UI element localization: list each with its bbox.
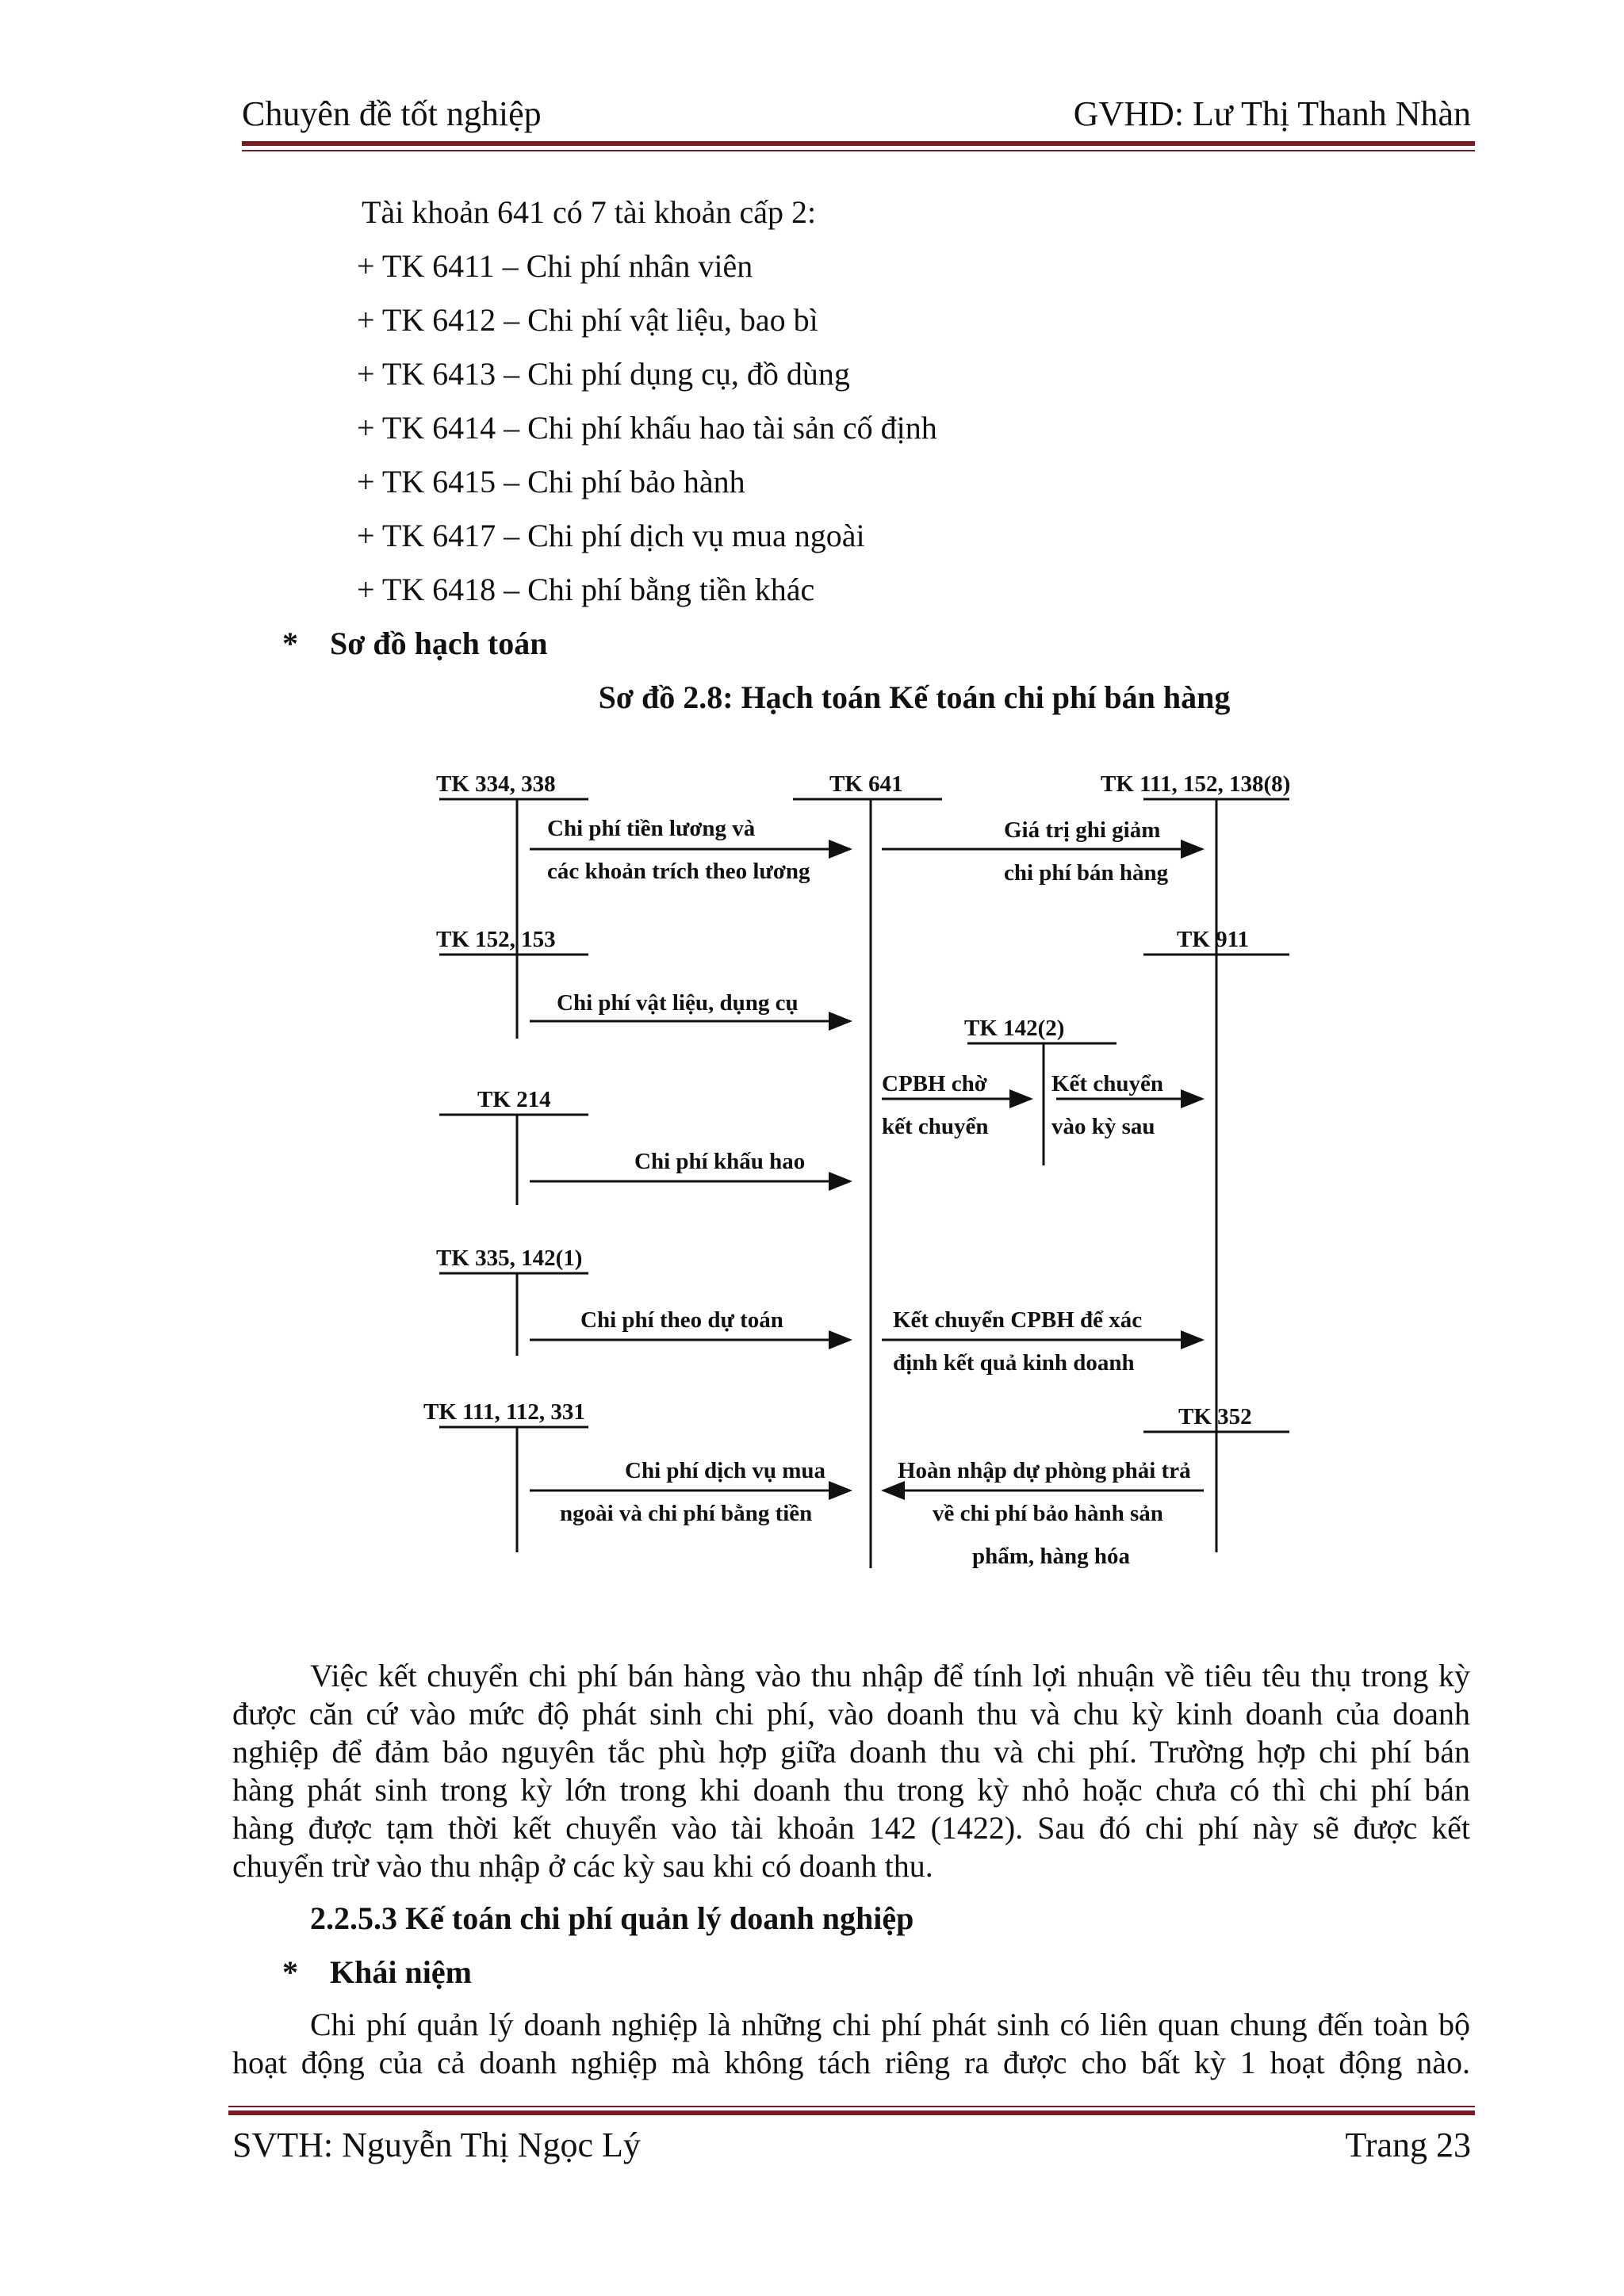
flow-label: phẩm, hàng hóa — [972, 1544, 1131, 1569]
section-title: Khái niệm — [330, 1954, 472, 1990]
list-item: + TK 6418 – Chi phí bằng tiền khác — [357, 572, 815, 607]
flow-label: Hoàn nhập dự phòng phải trả — [898, 1458, 1191, 1483]
footer-rule-thick — [228, 2110, 1475, 2115]
account-title: TK 352 — [1178, 1404, 1252, 1429]
header-right: GVHD: Lư Thị Thanh Nhàn — [1073, 94, 1471, 133]
account-title: TK 335, 142(1) — [436, 1246, 583, 1271]
account-title: TK 641 — [829, 771, 903, 797]
paragraph — [232, 2044, 1470, 2082]
flow-label: vào kỳ sau — [1051, 1114, 1155, 1139]
flow-label: Chi phí theo dự toán — [580, 1307, 783, 1333]
paragraph-line: chuyển trừ vào thu nhập ở các kỳ sau khi có doanh thu. — [232, 1848, 933, 1884]
paragraph — [232, 1657, 1470, 1695]
account-title: TK 152, 153 — [436, 927, 556, 952]
paragraph-line: Chi phí quản lý doanh nghiệp là những chi phí phát sinh có liên quan chung đến toàn bộ — [310, 2007, 1470, 2042]
paragraph-line: được căn cứ vào mức độ phát sinh chi phí, vào doanh thu và chu kỳ kinh doanh của doanh — [232, 1696, 1470, 1732]
section-title: Sơ đồ hạch toán — [330, 626, 548, 661]
flow-label: Chi phí vật liệu, dụng cụ — [557, 990, 799, 1016]
flow-label: Giá trị ghi giảm — [1004, 817, 1161, 843]
account-title: TK 911 — [1177, 927, 1250, 952]
list-item: + TK 6413 – Chi phí dụng cụ, đồ dùng — [357, 356, 850, 392]
account-title: TK 334, 338 — [436, 771, 556, 797]
paragraph — [232, 1695, 1470, 1885]
flow-label: các khoản trích theo lương — [547, 859, 810, 884]
diagram-caption: Sơ đồ 2.8: Hạch toán Kế toán chi phí bán hàng — [598, 679, 1231, 715]
flow-label: chi phí bán hàng — [1004, 860, 1169, 886]
footer-rule-thin — [228, 2106, 1475, 2107]
list-item: + TK 6411 – Chi phí nhân viên — [357, 248, 753, 284]
paragraph-line: hoạt động của cả doanh nghiệp mà không tách riêng ra được cho bất kỳ 1 hoạt động nào. — [232, 2045, 1470, 2080]
flow-label: định kết quả kinh doanh — [893, 1350, 1135, 1376]
account-title: TK 142(2) — [964, 1016, 1065, 1041]
intro-lead: Tài khoản 641 có 7 tài khoản cấp 2: — [362, 194, 817, 230]
flow-label: Chi phí tiền lương và — [547, 816, 756, 841]
paragraph — [232, 2006, 1470, 2044]
flow-label: Kết chuyển CPBH để xác — [893, 1307, 1143, 1333]
footer-right: Trang 23 — [1345, 2126, 1471, 2164]
account-title: TK 214 — [477, 1087, 551, 1112]
section-bullet: * — [282, 1954, 298, 1990]
flow-label: Chi phí dịch vụ mua — [625, 1458, 826, 1483]
list-item: + TK 6412 – Chi phí vật liệu, bao bì — [357, 302, 818, 338]
flow-label: ngoài và chi phí bằng tiền — [560, 1501, 813, 1526]
footer-left: SVTH: Nguyễn Thị Ngọc Lý — [232, 2126, 641, 2164]
flow-label: về chi phí bảo hành sản — [933, 1501, 1163, 1526]
paragraph-line: nghiệp để đảm bảo nguyên tắc phù hợp giữa doanh thu và chi phí. Trường hợp chi phí bán — [232, 1734, 1470, 1770]
flow-label: CPBH chờ — [882, 1071, 987, 1096]
flow-label: kết chuyển — [882, 1114, 989, 1139]
paragraph-line: hàng được tạm thời kết chuyển vào tài khoản 142 (1422). Sau đó chi phí này sẽ được kết — [232, 1810, 1470, 1846]
paragraph-line: Việc kết chuyển chi phí bán hàng vào thu nhập để tính lợi nhuận về tiêu têu thụ trong kỳ — [310, 1658, 1470, 1693]
paragraph-line: hàng phát sinh trong kỳ lớn trong khi doanh thu trong kỳ nhỏ hoặc chưa có thì chi phí bán — [232, 1772, 1470, 1808]
section-heading: 2.2.5.3 Kế toán chi phí quản lý doanh nghiệp — [310, 1900, 914, 1936]
flow-label: Chi phí khấu hao — [634, 1149, 806, 1174]
section-bullet: * — [282, 626, 298, 661]
list-item: + TK 6417 – Chi phí dịch vụ mua ngoài — [357, 518, 865, 553]
account-title: TK 111, 152, 138(8) — [1101, 771, 1291, 797]
flow-label: Kết chuyển — [1051, 1071, 1163, 1096]
list-item: + TK 6414 – Chi phí khấu hao tài sản cố định — [357, 410, 937, 446]
list-item: + TK 6415 – Chi phí bảo hành — [357, 464, 745, 499]
account-title: TK 111, 112, 331 — [423, 1399, 585, 1425]
header-left: Chuyên đề tốt nghiệp — [242, 94, 542, 133]
